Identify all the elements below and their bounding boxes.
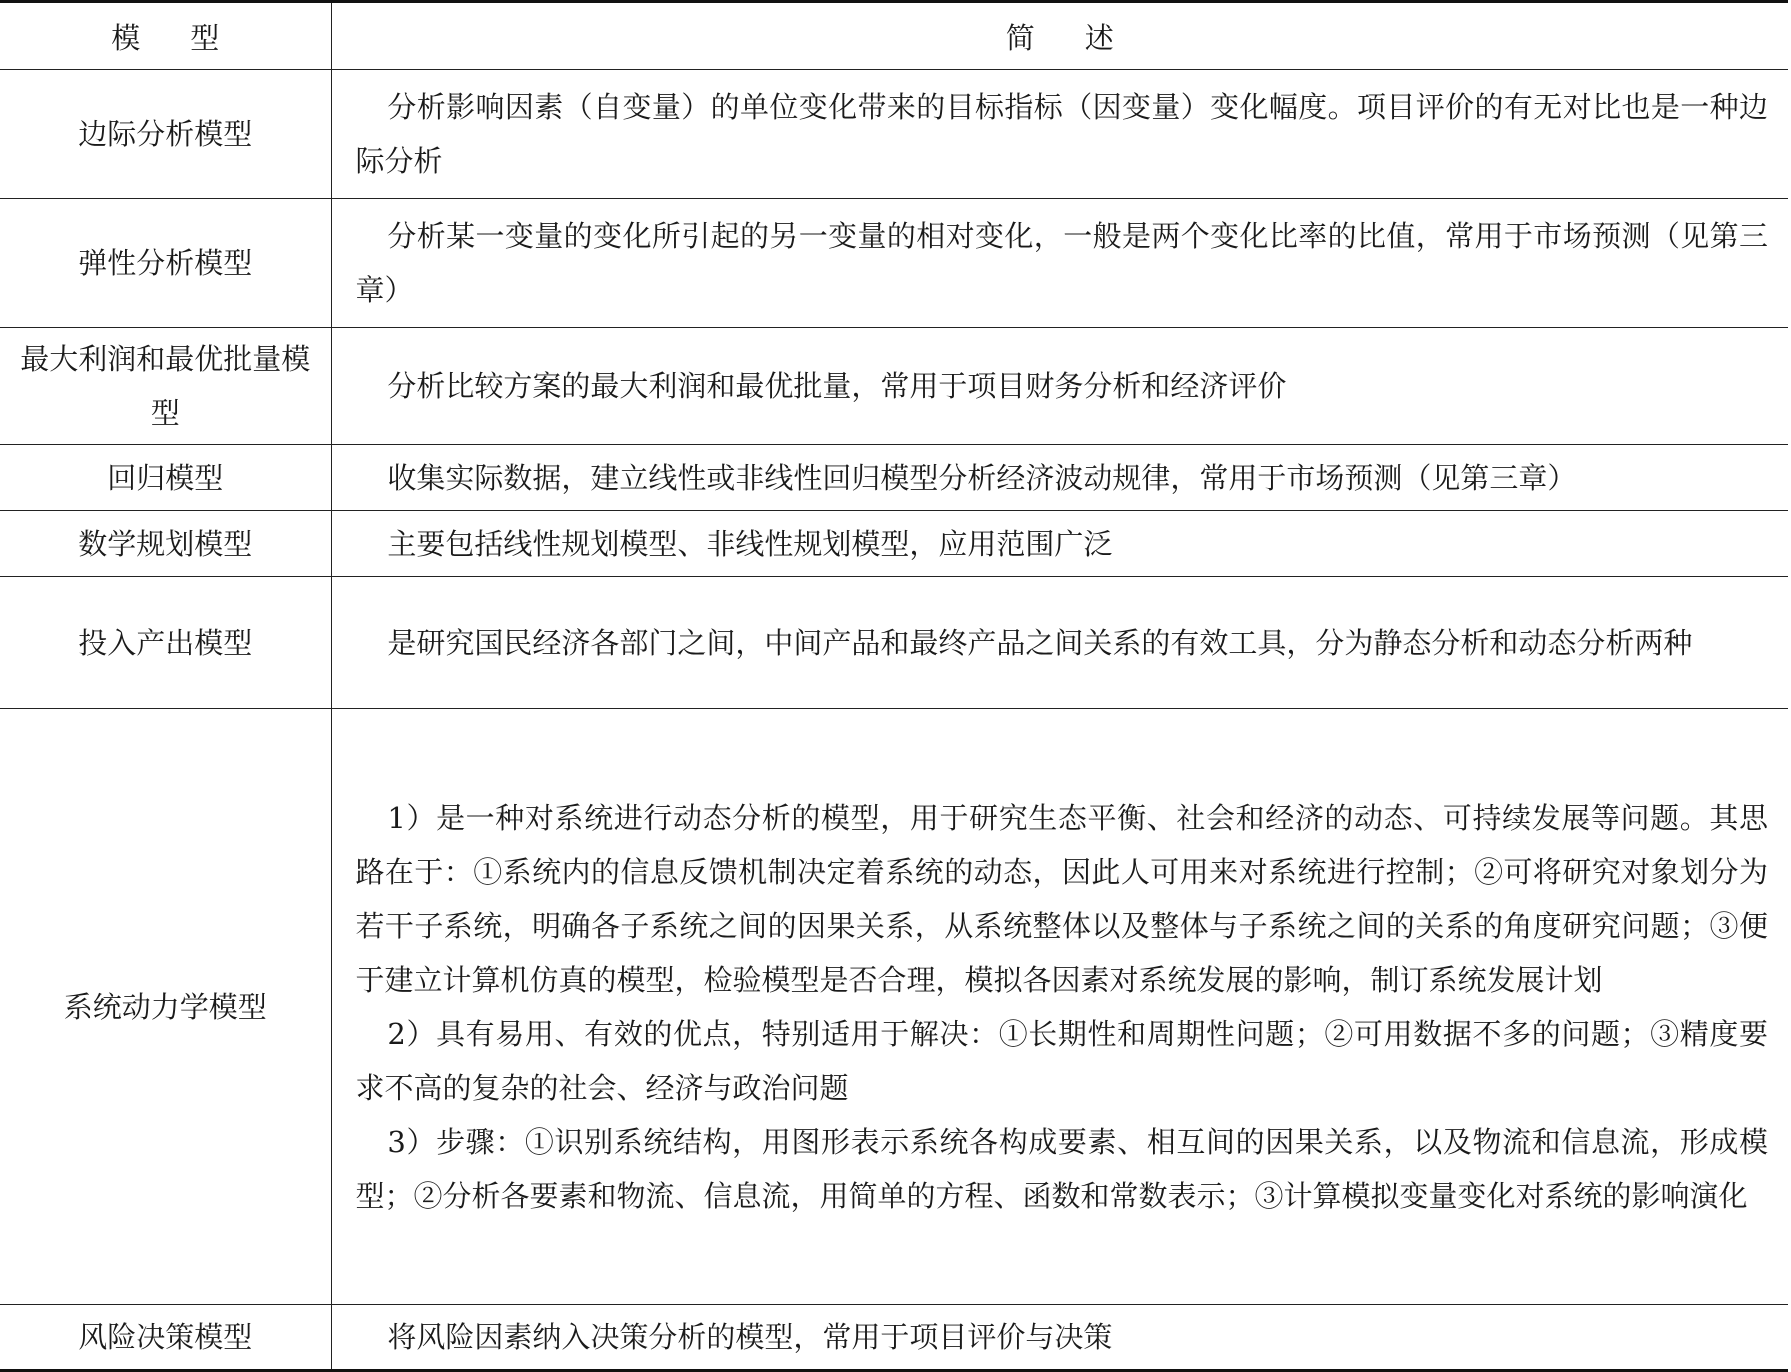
model-name: 数学规划模型: [0, 511, 331, 577]
model-description: [331, 577, 1788, 709]
table-row: [0, 577, 1788, 709]
model-name: 投入产出模型: [0, 577, 331, 709]
model-description: [331, 445, 1788, 511]
description-paragraph: 将风险因素纳入决策分析的模型，常用于项目评价与决策: [387, 1320, 1113, 1354]
table-row: [0, 70, 1788, 199]
description-paragraph: 主要包括线性规划模型、非线性规划模型，应用范围广泛: [387, 526, 1113, 561]
model-description: [331, 1305, 1788, 1371]
model-name: 系统动力学模型: [0, 709, 331, 1305]
model-name: 回归模型: [0, 445, 331, 511]
table-row: [0, 511, 1788, 577]
header-model: 模型: [0, 2, 331, 70]
model-name: 弹性分析模型: [0, 199, 331, 328]
description-paragraph: 1）是一种对系统进行动态分析的模型，用于研究生态平衡、社会和经济的动态、可持续发展等问题。其思路在于：①系统内的信息反馈机制决定着系统的动态，因此人可用来对系统进行控制；②可将研究对象划分为若干子系统，明确各子系统之间的因果关系，从系统整体以及整体与子系统之间的关系的角度研究问题；③便于建立计算机仿真的模型，检验模型是否合理，模拟各因素对系统发展的影响，制订系统发展计划: [355, 800, 1768, 997]
model-name: 边际分析模型: [0, 70, 331, 199]
table-row: [0, 328, 1788, 445]
header-description: 简述: [331, 2, 1788, 70]
header-row: [0, 2, 1788, 70]
description-paragraph: 分析某一变量的变化所引起的另一变量的相对变化，一般是两个变化比率的比值，常用于市场预测（见第三章）: [355, 219, 1768, 307]
description-paragraph: 分析影响因素（自变量）的单位变化带来的目标指标（因变量）变化幅度。项目评价的有无对比也是一种边际分析: [355, 90, 1768, 178]
table-row: [0, 199, 1788, 328]
table-row: [0, 709, 1788, 1305]
table-header: [0, 2, 1788, 70]
model-description: [331, 70, 1788, 199]
model-name: 最大利润和最优批量模型: [0, 328, 331, 445]
model-description: [331, 709, 1788, 1305]
table-row: [0, 445, 1788, 511]
model-description: [331, 328, 1788, 445]
table-row: [0, 1305, 1788, 1371]
description-paragraph: 是研究国民经济各部门之间，中间产品和最终产品之间关系的有效工具，分为静态分析和动态分析两种: [387, 625, 1693, 660]
description-paragraph: 收集实际数据，建立线性或非线性回归模型分析经济波动规律，常用于市场预测（见第三章）: [387, 460, 1577, 495]
description-paragraph: 3）步骤：①识别系统结构，用图形表示系统各构成要素、相互间的因果关系，以及物流和信息流，形成模型；②分析各要素和物流、信息流，用简单的方程、函数和常数表示；③计算模拟变量变化对系统的影响演化: [355, 1124, 1768, 1213]
model-name: 风险决策模型: [0, 1305, 331, 1371]
description-paragraph: 分析比较方案的最大利润和最优批量，常用于项目财务分析和经济评价: [387, 369, 1287, 403]
model-description: [331, 199, 1788, 328]
description-paragraph: 2）具有易用、有效的优点，特别适用于解决：①长期性和周期性问题；②可用数据不多的问题；③精度要求不高的复杂的社会、经济与政治问题: [355, 1016, 1768, 1105]
table-body: [0, 70, 1788, 1371]
model-description: [331, 511, 1788, 577]
